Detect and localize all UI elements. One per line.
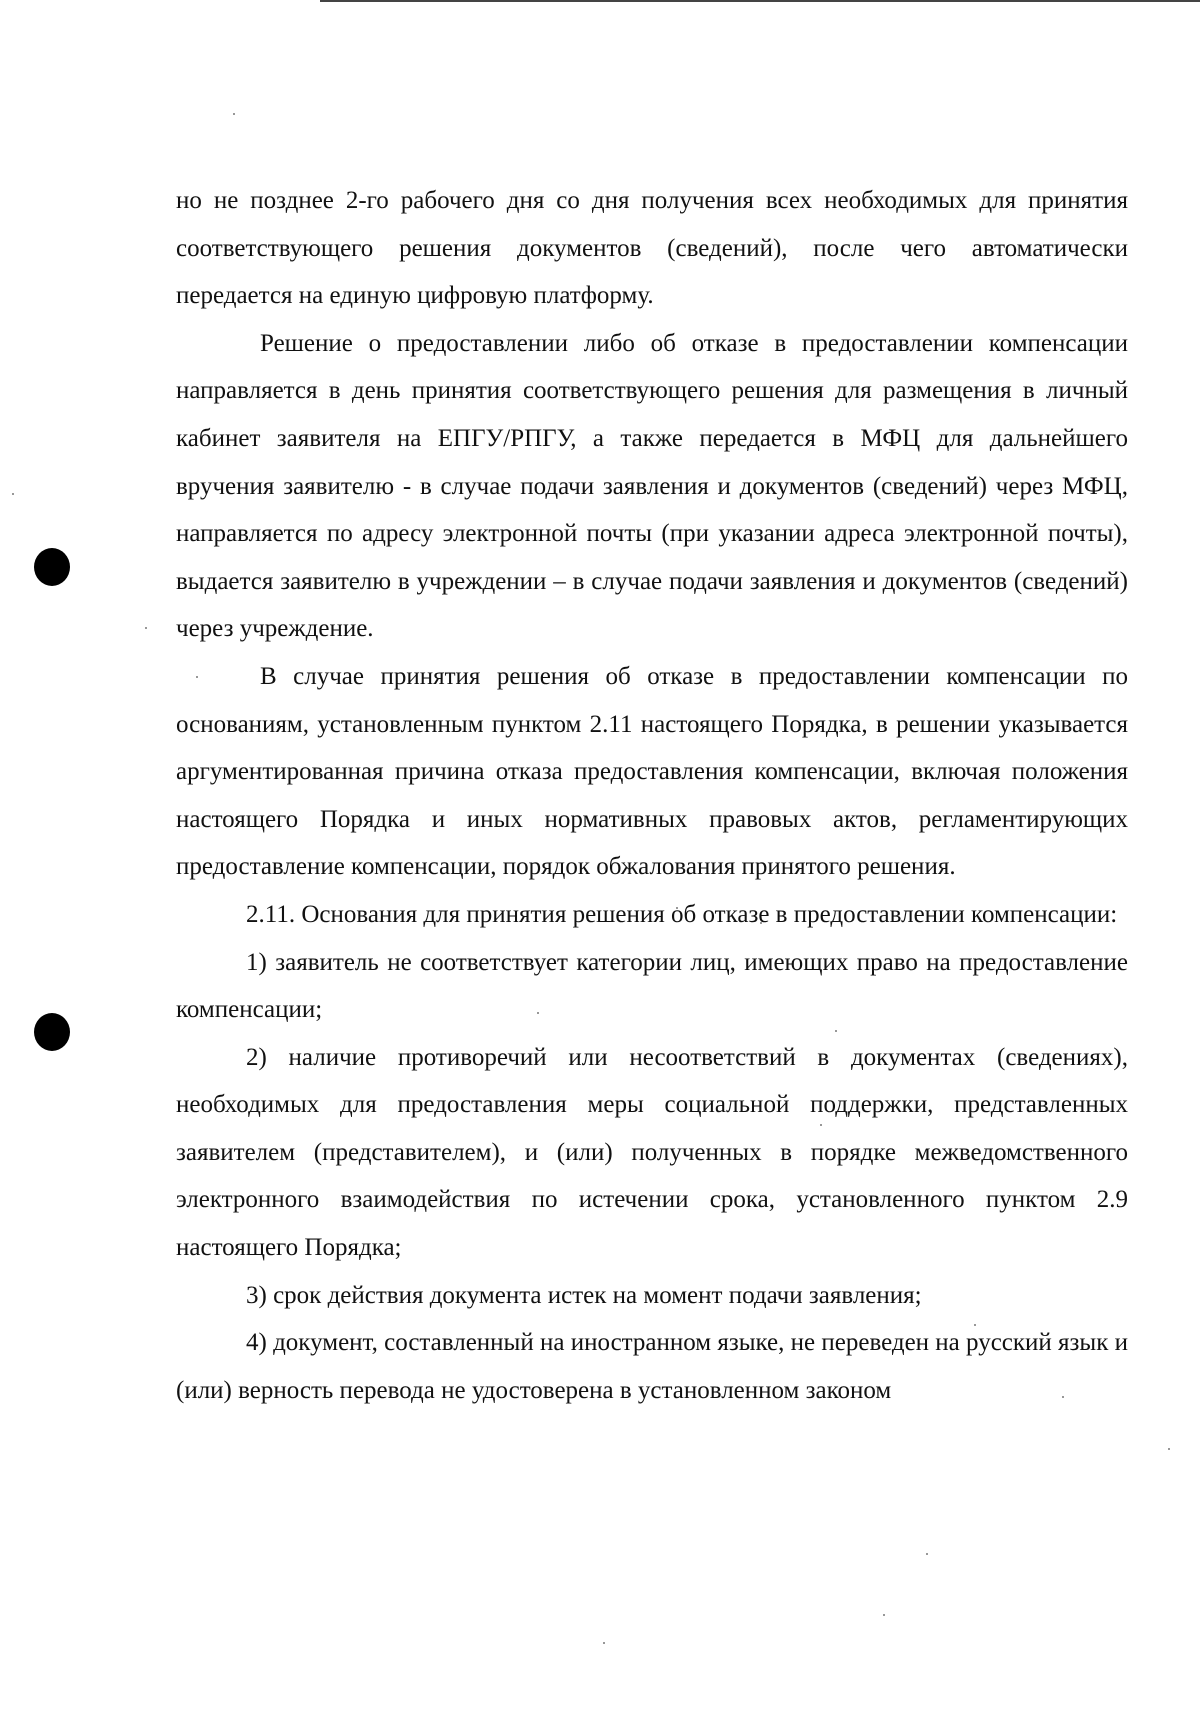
section-heading-2-11: 2.11. Основания для принятия решения об отказе в предоставлении компенсации:: [246, 900, 1118, 928]
paragraph-deadline-continuation: но не позднее 2-го рабочего дня со дня получения всех необходимых для принятия соответствующего решения документов (сведений), после чего автоматически передается на единую цифровую платформу.: [176, 187, 1128, 310]
scan-top-edge: [320, 0, 1200, 2]
refusal-ground-item: 2) наличие противоречий или несоответствий в документах (сведениях), необходимых для предоставления меры социальной поддержки, представленных заявителем (представителем), и (или) полученных в порядке межведомственного электронного взаимодействия по истечении срока, установленного пунктом 2.9 настоящего Порядка;: [176, 1043, 1128, 1262]
punch-hole-mark: [34, 1013, 70, 1051]
refusal-ground-item: 3) срок действия документа истек на момент подачи заявления;: [246, 1281, 922, 1309]
document-body: [176, 177, 1128, 1414]
scan-speck: [603, 1642, 605, 1644]
paragraph-refusal-justification: В случае принятия решения об отказе в предоставлении компенсации по основаниям, установленным пунктом 2.11 настоящего Порядка, в решении указывается аргументированная причина отказа предоставления компенсации, включая положения настоящего Порядка и иных нормативных правовых актов, регламентирующих предоставление компенсации, порядок обжалования принятого решения.: [176, 662, 1128, 881]
punch-hole-mark: [34, 548, 70, 586]
scan-speck: [1168, 1448, 1170, 1450]
scan-speck: [145, 627, 147, 629]
scan-speck: [883, 1614, 885, 1616]
refusal-ground-item: 4) документ, составленный на иностранном языке, не переведен на русский язык и (или) верность перевода не удостоверена в установленном законом: [176, 1329, 1128, 1404]
scan-speck: [12, 493, 14, 495]
scan-speck: [926, 1553, 928, 1555]
paragraph-decision-delivery: Решение о предоставлении либо об отказе в предоставлении компенсации направляется в день принятия соответствующего решения для размещения в личный кабинет заявителя на ЕПГУ/РПГУ, а также передается в МФЦ для дальнейшего вручения заявителю - в случае подачи заявления и документов (сведений) через МФЦ, направляется по адресу электронной почты (при указании адреса электронной почты), выдается заявителю в учреждении – в случае подачи заявления и документов (сведений) через учреждение.: [176, 329, 1128, 643]
refusal-ground-item: 1) заявитель не соответствует категории лиц, имеющих право на предоставление компенсации;: [176, 948, 1128, 1024]
scan-speck: [233, 113, 235, 115]
